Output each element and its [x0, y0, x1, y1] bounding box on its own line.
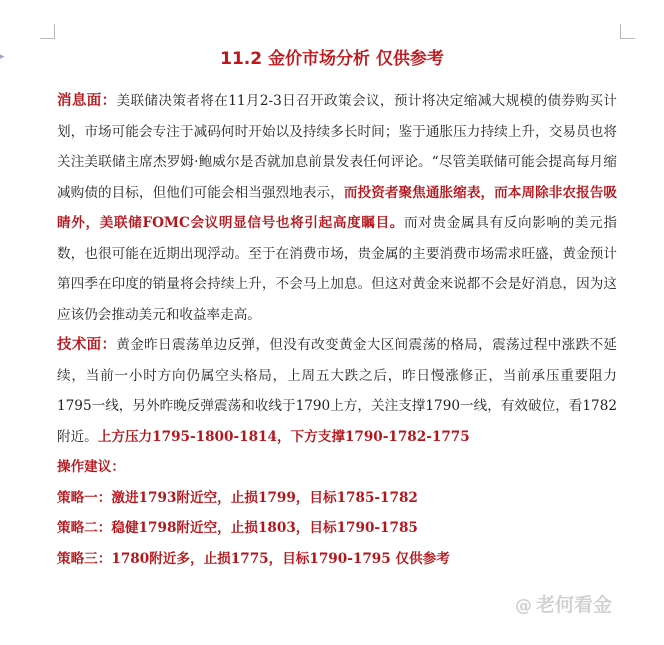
news-highlight: 而投资者聚焦通胀缩表，而本周除非农报告吸睛外，美联储FOMC会议明显信号也将引起高度瞩目。 — [57, 184, 618, 231]
strategy-2: 策略二：稳健1798附近空，止损1803，目标1790-1785 — [57, 520, 418, 536]
news-text-1: 美联储决策者将在11月2-3日召开政策会议，预计将决定缩减大规模的债券购买计划，市场可能会专注于减码何时开始以及持续多长时间；鉴于通胀压力持续上升，交易员也将关注美联储主席杰罗姆·鲍威尔是否就加息前景发表任何评论。“尽管美联储可能会提高每月缩减购债的目标，但他们可能会相当强烈地表示， — [57, 93, 618, 201]
advice-label: 操作建议： — [57, 459, 125, 475]
watermark-text: 老何看金 — [536, 594, 613, 616]
tech-label: 技术面： — [57, 336, 117, 353]
strategy-1: 策略一：激进1793附近空，止损1799，目标1785-1782 — [57, 489, 418, 506]
news-label: 消息面： — [57, 92, 117, 109]
tech-levels: 上方压力1795-1800-1814，下方支撑1790-1782-1775 — [97, 428, 470, 445]
page-title: 11.2 金价市场分析 仅供参考 — [220, 49, 444, 69]
weibo-at-icon: @ — [515, 596, 532, 616]
news-paragraph — [57, 86, 617, 330]
page-corner-mark-left — [40, 24, 55, 39]
tech-text: 黄金昨日震荡单边反弹，但没有改变黄金大区间震荡的格局，震荡过程中涨跌不延续，当前一小时方向仍属空头格局，上周五大跌之后，昨日慢涨修正，当前承压重要阻力1795一线，另外昨晚反弹震荡和收线于1790上方，关注支撑1790一线，有效破位，看1782附近。 — [57, 337, 617, 445]
page-corner-mark-right — [620, 24, 635, 39]
news-text-2: 而对贵金属具有反向影响的美元指数，也很可能在近期出现浮动。至于在消费市场，贵金属的主要消费市场需求旺盛，黄金预计第四季在印度的销量将会持续上升，不会马上加息。但这对黄金来说都不会是好消息，因为这应该仍会推动美元和收益率走高。 — [57, 215, 617, 323]
strategy-3: 策略三：1780附近多，止损1775，目标1790-1795 仅供参考 — [57, 550, 450, 567]
ruler-arrow-icon: ▸ — [0, 52, 5, 62]
document-body — [57, 86, 617, 574]
watermark — [515, 590, 612, 617]
tech-paragraph — [57, 330, 617, 452]
